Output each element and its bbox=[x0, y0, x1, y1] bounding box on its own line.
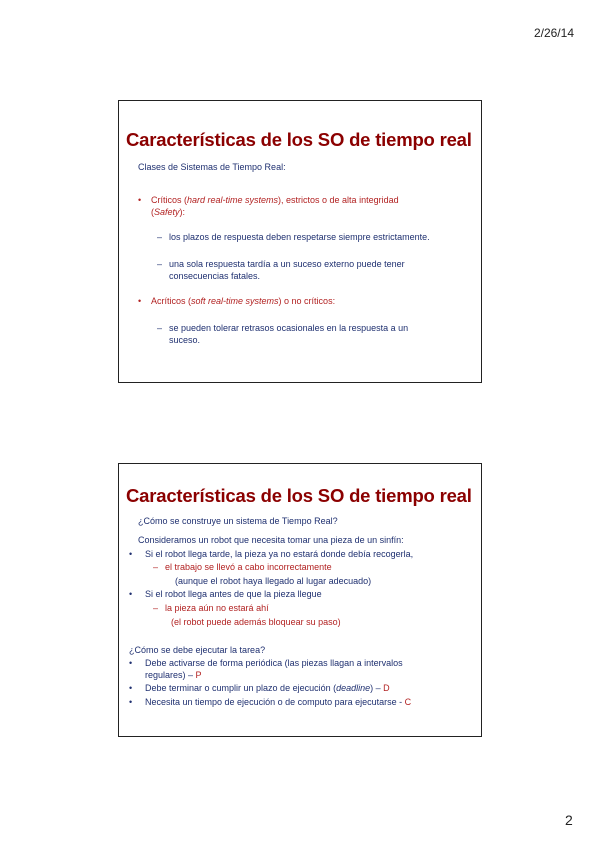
slide-2 bbox=[118, 463, 482, 737]
bullet-periodic: Debe activarse de forma periódica (las piezas llagan a intervalos bbox=[145, 658, 403, 668]
sub-item-late-response: una sola respuesta tardía a un suceso externo puede tener bbox=[169, 259, 405, 269]
bullet-early: Si el robot llega antes de que la pieza llegue bbox=[145, 589, 322, 599]
page-date: 2/26/14 bbox=[533, 26, 574, 40]
sub-item-incorrect: el trabajo se llevó a cabo incorrectamente bbox=[165, 562, 332, 572]
dash-marker: – bbox=[157, 259, 163, 269]
slide-question: ¿Cómo se construye un sistema de Tiempo Real? bbox=[138, 516, 338, 526]
slide-title: Características de los SO de tiempo real bbox=[126, 129, 472, 150]
bullet-deadline: Debe terminar o cumplir un plazo de ejecución (deadline) – D bbox=[145, 683, 390, 693]
bullet-marker: • bbox=[138, 195, 142, 205]
page-number: 2 bbox=[565, 812, 573, 828]
note-block-path: (el robot puede además bloquear su paso) bbox=[171, 617, 341, 627]
dash-marker: – bbox=[157, 232, 163, 242]
slide-title: Características de los SO de tiempo real bbox=[126, 485, 472, 506]
bullet-marker: • bbox=[129, 549, 133, 559]
dash-marker: – bbox=[157, 323, 163, 333]
bullet-marker: • bbox=[129, 658, 133, 668]
bullet-critical-cont: (Safety): bbox=[151, 207, 186, 217]
bullet-late: Si el robot llega tarde, la pieza ya no estará donde debía recogerla, bbox=[145, 549, 414, 559]
sub-item-deadlines: los plazos de respuesta deben respetarse siempre estrictamente. bbox=[169, 232, 430, 242]
slide-1 bbox=[118, 100, 482, 383]
dash-marker: – bbox=[153, 603, 159, 613]
bullet-marker: • bbox=[129, 697, 133, 707]
sub-item-tolerate-delays-cont: suceso. bbox=[169, 335, 201, 345]
sub-item-not-there: la pieza aún no estará ahí bbox=[165, 603, 269, 613]
bullet-critical: Críticos (hard real-time systems), estrictos o de alta integridad bbox=[151, 195, 399, 205]
bullet-marker: • bbox=[129, 683, 133, 693]
bullet-non-critical: Acríticos (soft real-time systems) o no críticos: bbox=[151, 296, 336, 306]
bullet-compute-time: Necesita un tiempo de ejecución o de computo para ejecutarse - C bbox=[145, 697, 412, 707]
dash-marker: – bbox=[153, 562, 159, 572]
bullet-marker: • bbox=[129, 589, 133, 599]
question-execute: ¿Cómo se debe ejecutar la tarea? bbox=[129, 645, 266, 655]
sub-item-tolerate-delays: se pueden tolerar retrasos ocasionales en la respuesta a un bbox=[169, 323, 409, 333]
intro-text: Consideramos un robot que necesita tomar una pieza de un sinfín: bbox=[138, 535, 404, 545]
bullet-periodic-cont: regulares) – P bbox=[145, 670, 202, 680]
bullet-marker: • bbox=[138, 296, 142, 306]
slide-subtitle: Clases de Sistemas de Tiempo Real: bbox=[138, 162, 286, 172]
note-right-place: (aunque el robot haya llegado al lugar adecuado) bbox=[175, 576, 372, 586]
sub-item-late-response-cont: consecuencias fatales. bbox=[169, 271, 261, 281]
